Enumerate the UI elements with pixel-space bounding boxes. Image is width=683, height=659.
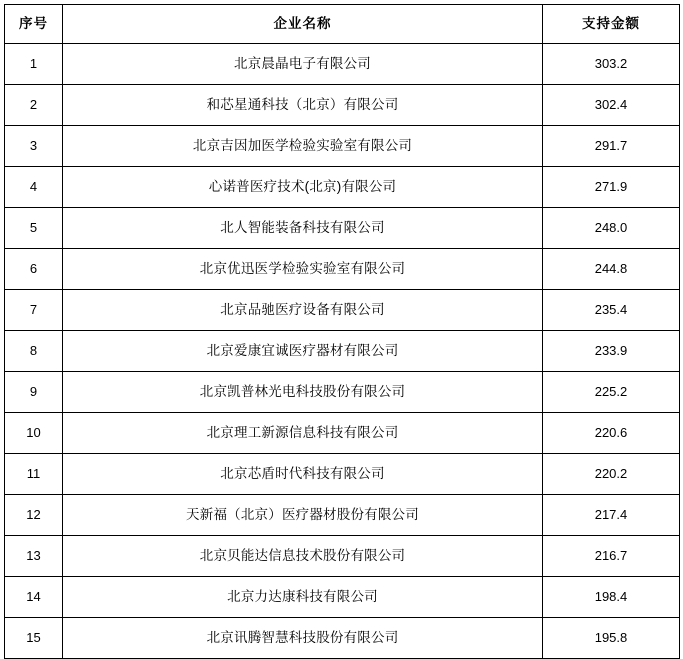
cell-company-name: 北京晨晶电子有限公司 — [63, 44, 543, 85]
cell-company-name: 北京力达康科技有限公司 — [63, 577, 543, 618]
cell-amount: 217.4 — [543, 495, 680, 536]
document-page — [0, 4, 683, 651]
table-row — [5, 413, 680, 454]
table-header-row — [5, 5, 680, 44]
cell-company-name: 天新福（北京）医疗器材股份有限公司 — [63, 495, 543, 536]
table-row — [5, 44, 680, 85]
cell-amount: 216.7 — [543, 536, 680, 577]
cell-company-name: 北京吉因加医学检验实验室有限公司 — [63, 126, 543, 167]
cell-company-name: 北京凯普林光电科技股份有限公司 — [63, 372, 543, 413]
cell-company-name: 和芯星通科技（北京）有限公司 — [63, 85, 543, 126]
table-row — [5, 331, 680, 372]
column-header-name: 企业名称 — [63, 5, 543, 44]
cell-amount: 302.4 — [543, 85, 680, 126]
table-header — [5, 5, 680, 44]
cell-index: 12 — [5, 495, 63, 536]
cell-company-name: 心诺普医疗技术(北京)有限公司 — [63, 167, 543, 208]
cell-index: 2 — [5, 85, 63, 126]
cell-amount: 248.0 — [543, 208, 680, 249]
cell-amount: 303.2 — [543, 44, 680, 85]
cell-company-name: 北京爱康宜诚医疗器材有限公司 — [63, 331, 543, 372]
table-row — [5, 495, 680, 536]
cell-company-name: 北京芯盾时代科技有限公司 — [63, 454, 543, 495]
table-row — [5, 290, 680, 331]
support-amount-table — [4, 4, 680, 659]
cell-company-name: 北京理工新源信息科技有限公司 — [63, 413, 543, 454]
cell-index: 14 — [5, 577, 63, 618]
cell-index: 5 — [5, 208, 63, 249]
cell-index: 13 — [5, 536, 63, 577]
table-row — [5, 85, 680, 126]
cell-index: 6 — [5, 249, 63, 290]
cell-company-name: 北京品驰医疗设备有限公司 — [63, 290, 543, 331]
cell-company-name: 北人智能装备科技有限公司 — [63, 208, 543, 249]
cell-amount: 235.4 — [543, 290, 680, 331]
cell-amount: 225.2 — [543, 372, 680, 413]
cell-index: 9 — [5, 372, 63, 413]
cell-amount: 198.4 — [543, 577, 680, 618]
table-row — [5, 249, 680, 290]
cell-company-name: 北京讯腾智慧科技股份有限公司 — [63, 618, 543, 659]
cell-company-name: 北京优迅医学检验实验室有限公司 — [63, 249, 543, 290]
cell-index: 4 — [5, 167, 63, 208]
cell-index: 11 — [5, 454, 63, 495]
cell-company-name: 北京贝能达信息技术股份有限公司 — [63, 536, 543, 577]
table-row — [5, 577, 680, 618]
table-row — [5, 126, 680, 167]
table-body — [5, 44, 680, 659]
cell-index: 10 — [5, 413, 63, 454]
cell-index: 7 — [5, 290, 63, 331]
cell-amount: 195.8 — [543, 618, 680, 659]
table-row — [5, 536, 680, 577]
cell-index: 3 — [5, 126, 63, 167]
table-row — [5, 372, 680, 413]
cell-amount: 233.9 — [543, 331, 680, 372]
table-row — [5, 454, 680, 495]
table-row — [5, 208, 680, 249]
cell-amount: 220.6 — [543, 413, 680, 454]
cell-index: 8 — [5, 331, 63, 372]
table-row — [5, 618, 680, 659]
cell-amount: 291.7 — [543, 126, 680, 167]
column-header-amount: 支持金额 — [543, 5, 680, 44]
table-row — [5, 167, 680, 208]
cell-amount: 244.8 — [543, 249, 680, 290]
cell-amount: 271.9 — [543, 167, 680, 208]
cell-amount: 220.2 — [543, 454, 680, 495]
cell-index: 1 — [5, 44, 63, 85]
cell-index: 15 — [5, 618, 63, 659]
column-header-index: 序号 — [5, 5, 63, 44]
